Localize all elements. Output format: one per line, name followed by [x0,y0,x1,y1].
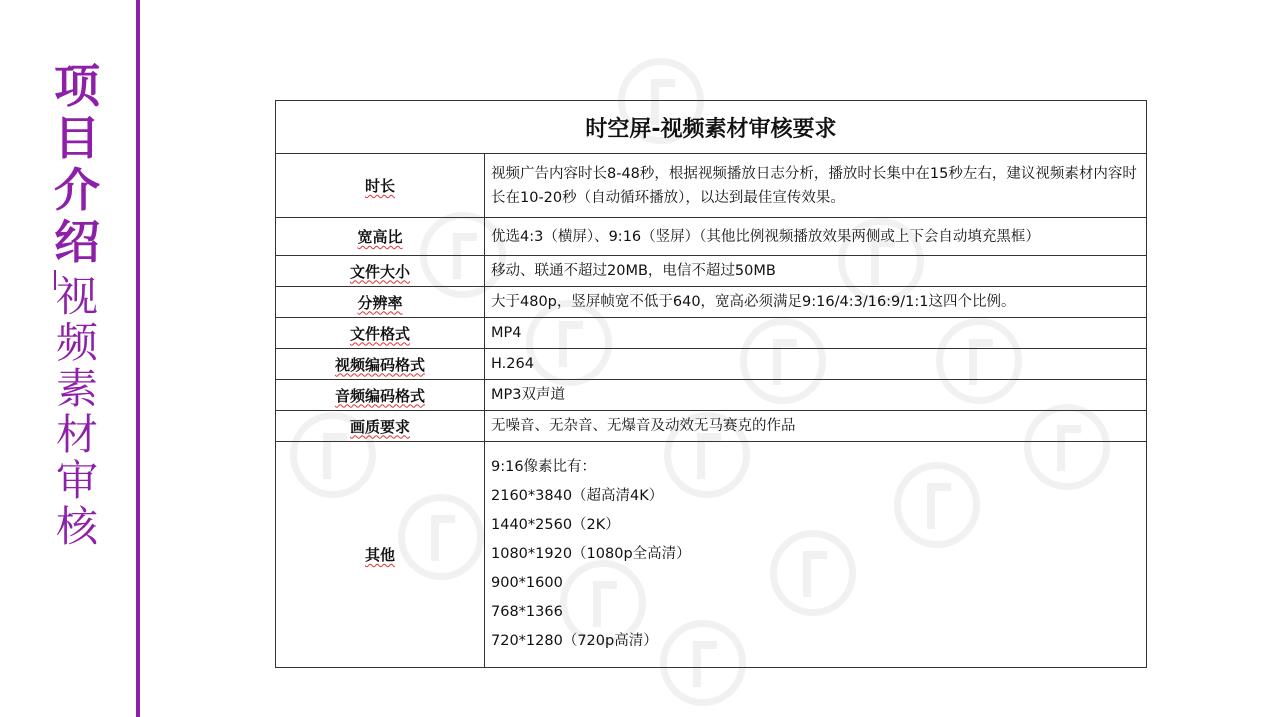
row-value: 视频广告内容时长8-48秒，根据视频播放日志分析，播放时长集中在15秒左右，建议视频素材内容时长在10-20秒（自动循环播放），以达到最佳宣传效果。 [485,154,1147,218]
resolution-line: 720*1280（720p高清） [491,633,658,649]
row-label: 其他 [276,442,485,668]
section-subtitle: 视频素材审核 [55,272,98,551]
row-label: 文件格式 [276,318,485,349]
row-value: H.264 [485,349,1147,380]
row-value: 无噪音、无杂音、无爆音及动效无马赛克的作品 [485,411,1147,442]
resolution-line: 768*1366 [491,604,563,620]
table-title: 时空屏-视频素材审核要求 [276,101,1147,154]
resolution-line: 900*1600 [491,575,563,591]
row-label: 时长 [276,154,485,218]
row-value: 优选4:3（横屏）、9:16（竖屏）（其他比例视频播放效果两侧或上下会自动填充黑框） [485,218,1147,256]
vertical-divider [136,0,140,717]
row-label: 视频编码格式 [276,349,485,380]
row-value: 移动、联通不超过20MB，电信不超过50MB [485,256,1147,287]
resolution-line: 9:16像素比有： [491,459,597,475]
requirements-table [275,100,1147,668]
resolution-line: 1080*1920（1080p全高清） [491,546,691,562]
row-label: 分辨率 [276,287,485,318]
row-value: 大于480p，竖屏帧宽不低于640，宽高必须满足9:16/4:3/16:9/1:1这四个比例。 [485,287,1147,318]
section-title [52,60,102,550]
row-value [485,442,1147,668]
row-label: 音频编码格式 [276,380,485,411]
row-value: MP4 [485,318,1147,349]
resolution-line: 2160*3840（超高清4K） [491,488,664,504]
resolution-line: 1440*2560（2K） [491,517,620,533]
row-label: 文件大小 [276,256,485,287]
row-label: 画质要求 [276,411,485,442]
row-label: 宽高比 [276,218,485,256]
row-value: MP3双声道 [485,380,1147,411]
section-title-main: 项目介绍 [54,59,100,269]
